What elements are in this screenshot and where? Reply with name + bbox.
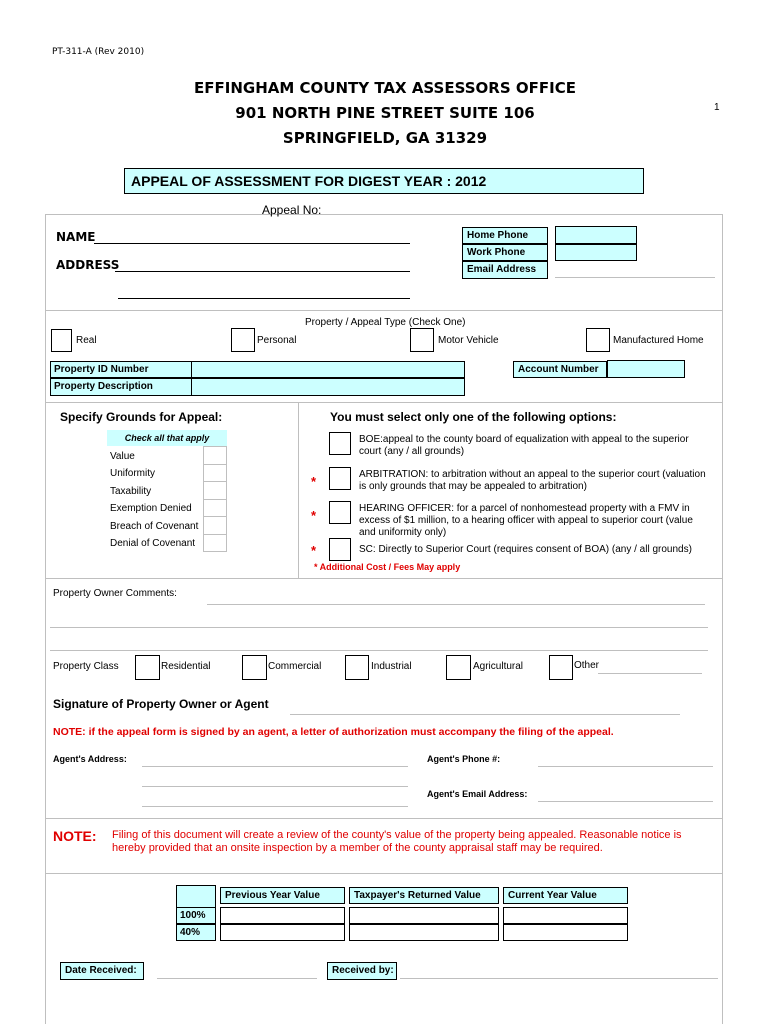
- previous-year-100-field[interactable]: [220, 907, 345, 924]
- values-table-corner: [176, 885, 216, 908]
- grounds-cell-sep: [203, 516, 227, 517]
- signature-field[interactable]: [290, 714, 680, 715]
- arbitration-option-text: ARBITRATION: to arbitration without an appeal to the superior court (valuation is only grounds that may be appealed to arbitration): [359, 469, 706, 492]
- office-city: SPRINGFIELD, GA 31329: [282, 129, 488, 147]
- sc-option-text: SC: Directly to Superior Court (requires consent of BOA) (any / all grounds): [359, 544, 692, 555]
- agent-note: NOTE: if the appeal form is signed by an agent, a letter of authorization must accompany the filing of the appeal.: [53, 726, 614, 738]
- property-id-label: Property ID Number: [50, 361, 192, 378]
- frame-top: [45, 214, 723, 215]
- ground-exemption-denied: Exemption Denied: [110, 503, 192, 514]
- grounds-cell-sep: [203, 534, 227, 535]
- divider-5: [45, 873, 723, 874]
- residential-checkbox[interactable]: [135, 655, 160, 680]
- boe-option-checkbox[interactable]: [329, 432, 351, 455]
- arbitration-option-checkbox[interactable]: [329, 467, 351, 490]
- previous-year-40-field[interactable]: [220, 924, 345, 941]
- name-label: NAME: [56, 230, 96, 244]
- grounds-cell-sep: [203, 464, 227, 465]
- address-field-2[interactable]: [118, 298, 410, 299]
- address-label: ADDRESS: [56, 258, 120, 272]
- ground-value: Value: [110, 451, 135, 462]
- grounds-cell-sep: [203, 499, 227, 500]
- row-40-label: 40%: [176, 924, 216, 941]
- personal-label: Personal: [257, 335, 297, 346]
- address-field-1[interactable]: [115, 271, 410, 272]
- motor-vehicle-label: Motor Vehicle: [438, 335, 499, 346]
- col-previous-year-value: Previous Year Value: [220, 887, 345, 904]
- office-street: 901 NORTH PINE STREET SUITE 106: [235, 104, 535, 122]
- residential-label: Residential: [161, 661, 211, 672]
- sc-option-checkbox[interactable]: [329, 538, 351, 561]
- received-by-label: Received by:: [327, 962, 397, 980]
- property-description-label: Property Description: [50, 378, 192, 396]
- ground-denial-of-covenant: Denial of Covenant: [110, 538, 196, 549]
- work-phone-label: Work Phone: [462, 244, 548, 261]
- account-number-field[interactable]: [607, 360, 685, 378]
- other-label: Other: [574, 660, 600, 671]
- industrial-checkbox[interactable]: [345, 655, 369, 680]
- additional-cost-note: * Additional Cost / Fees May apply: [314, 562, 461, 572]
- divider-2: [45, 402, 723, 403]
- agent-email-label: Agent's Email Address:: [427, 789, 528, 799]
- other-field[interactable]: [598, 673, 702, 674]
- col-current-year-value: Current Year Value: [503, 887, 628, 904]
- received-by-field[interactable]: [400, 978, 718, 979]
- commercial-label: Commercial: [268, 661, 322, 672]
- note-text: Filing of this document will create a review of the county's value of the property being appealed. Reasonable notice is hereby provided that an onsite inspection by a member of the county appraisal staff may be required.: [112, 829, 682, 854]
- options-heading: You must select only one of the following options:: [330, 410, 617, 424]
- email-label: Email Address: [462, 261, 548, 279]
- returned-100-field[interactable]: [349, 907, 499, 924]
- commercial-checkbox[interactable]: [242, 655, 267, 680]
- ground-taxability: Taxability: [110, 486, 152, 497]
- motor-vehicle-checkbox[interactable]: [410, 328, 434, 352]
- real-checkbox[interactable]: [51, 329, 72, 352]
- comments-line-1[interactable]: [207, 604, 705, 605]
- grounds-heading: Specify Grounds for Appeal:: [60, 410, 223, 424]
- hearing-officer-option-checkbox[interactable]: [329, 501, 351, 524]
- note-label: NOTE:: [53, 828, 97, 844]
- agent-phone-field[interactable]: [538, 766, 713, 767]
- row-100-label: 100%: [176, 907, 216, 924]
- agent-address-line-2[interactable]: [142, 786, 408, 787]
- property-description-field[interactable]: [191, 378, 465, 396]
- returned-40-field[interactable]: [349, 924, 499, 941]
- boe-option-text: BOE:appeal to the county board of equalization with appeal to the superior court (any / all grounds): [359, 434, 689, 457]
- agent-address-line-1[interactable]: [142, 766, 408, 767]
- comments-line-2[interactable]: [50, 627, 708, 628]
- agent-address-label: Agent's Address:: [53, 754, 127, 764]
- other-checkbox[interactable]: [549, 655, 573, 680]
- frame-left: [45, 214, 46, 1024]
- current-year-100-field[interactable]: [503, 907, 628, 924]
- work-phone-field[interactable]: [555, 244, 637, 261]
- appeal-no-label: Appeal No:: [262, 203, 322, 217]
- manufactured-home-checkbox[interactable]: [586, 328, 610, 352]
- agricultural-checkbox[interactable]: [446, 655, 471, 680]
- office-name: EFFINGHAM COUNTY TAX ASSESSORS OFFICE: [194, 79, 576, 97]
- sc-asterisk: *: [311, 543, 317, 558]
- comments-line-3[interactable]: [50, 650, 708, 651]
- manufactured-home-label: Manufactured Home: [613, 335, 704, 346]
- divider-3: [45, 578, 723, 579]
- grounds-divider: [298, 402, 299, 578]
- industrial-label: Industrial: [371, 661, 412, 672]
- email-field[interactable]: [555, 277, 715, 278]
- arbitration-asterisk: *: [311, 474, 317, 489]
- divider-1: [45, 310, 723, 311]
- home-phone-field[interactable]: [555, 226, 637, 244]
- personal-checkbox[interactable]: [231, 328, 255, 352]
- ground-uniformity: Uniformity: [110, 468, 156, 479]
- home-phone-label: Home Phone: [462, 227, 548, 244]
- account-number-label: Account Number: [513, 361, 607, 378]
- name-field[interactable]: [94, 243, 410, 244]
- real-label: Real: [76, 335, 97, 346]
- property-class-label: Property Class: [53, 661, 119, 672]
- property-id-field[interactable]: [191, 361, 465, 378]
- col-taxpayer-returned-value: Taxpayer's Returned Value: [349, 887, 499, 904]
- page-number: 1: [714, 102, 720, 113]
- grounds-cell-sep: [203, 481, 227, 482]
- agent-address-line-3[interactable]: [142, 806, 408, 807]
- current-year-40-field[interactable]: [503, 924, 628, 941]
- property-type-heading: Property / Appeal Type (Check One): [305, 317, 466, 328]
- office-header: [0, 76, 770, 151]
- check-all-label: Check all that apply: [107, 430, 227, 446]
- date-received-label: Date Received:: [60, 962, 144, 980]
- divider-4: [45, 818, 723, 819]
- hearing-officer-asterisk: *: [311, 508, 317, 523]
- hearing-officer-option-text: HEARING OFFICER: for a parcel of nonhomestead property with a FMV in excess of $1 million, to a hearing officer with appeal to superior court (value and uniformity only): [359, 503, 693, 538]
- agent-email-field[interactable]: [538, 801, 713, 802]
- ground-breach-of-covenant: Breach of Covenant: [110, 521, 199, 532]
- date-received-field[interactable]: [157, 978, 317, 979]
- agricultural-label: Agricultural: [473, 661, 524, 672]
- agent-phone-label: Agent's Phone #:: [427, 754, 501, 764]
- frame-right: [722, 214, 723, 1024]
- form-title: APPEAL OF ASSESSMENT FOR DIGEST YEAR : 2012: [124, 168, 644, 194]
- signature-label: Signature of Property Owner or Agent: [53, 697, 269, 711]
- comments-label: Property Owner Comments:: [53, 588, 177, 599]
- form-id: PT-311-A (Rev 2010): [52, 47, 145, 57]
